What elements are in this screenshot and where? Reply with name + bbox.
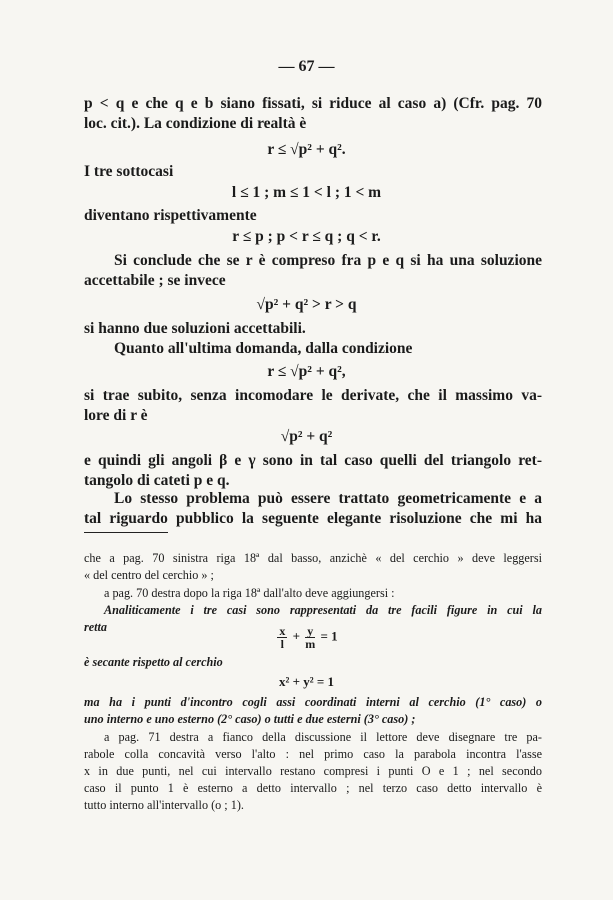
text-line: p < q e che q e b siano fissati, si riduce al caso a) (Cfr. pag. 70 xyxy=(84,95,542,112)
equals-one: = 1 xyxy=(320,628,338,644)
text-line: tangolo di cateti p e q. xyxy=(84,472,230,489)
footnote-line: caso il punto 1 è esterno a detto intervallo ; nel terzo caso detto intervallo è xyxy=(84,781,542,795)
text-line: Si conclude che se r è compreso fra p e q si ha una soluzione xyxy=(114,252,542,269)
footnote-line: a pag. 70 destra dopo la riga 18ª dall'alto deve aggiungersi : xyxy=(104,586,395,600)
formula: l ≤ 1 ; m ≤ 1 < l ; 1 < m xyxy=(231,184,382,201)
text-line: e quindi gli angoli β e γ sono in tal caso quelli del triangolo ret- xyxy=(84,452,542,469)
formula: √p² + q² > r > q xyxy=(256,296,357,313)
text-line: diventano rispettivamente xyxy=(84,207,257,224)
formula: r ≤ p ; p < r ≤ q ; q < r. xyxy=(232,228,381,245)
footnote-line: che a pag. 70 sinistra riga 18ª dal basso, anzichè « del cerchio » deve leggersi xyxy=(84,551,542,565)
text-line: lore di r è xyxy=(84,407,148,424)
page-number: — 67 — xyxy=(278,58,335,75)
formula: r ≤ √p² + q². xyxy=(267,141,346,158)
footnote-line: « del centro del cerchio » ; xyxy=(84,568,214,582)
text-line: loc. cit.). La condizione di realtà è xyxy=(84,115,307,132)
frac-numerator: x xyxy=(279,624,286,638)
footnote-line: tutto interno all'intervallo (o ; 1). xyxy=(84,798,244,812)
footnote-formula-line xyxy=(0,625,613,650)
footnote-line: ma ha i punti d'incontro cogli assi coordinati interni al cerchio (1° caso) o xyxy=(84,695,542,709)
text-line: Quanto all'ultima domanda, dalla condizione xyxy=(114,340,413,357)
text-line: si hanno due soluzioni accettabili. xyxy=(84,320,306,337)
text-line: I tre sottocasi xyxy=(84,163,174,180)
frac-numerator: y xyxy=(307,624,314,638)
text-line: si trae subito, senza incomodare le derivate, che il massimo va- xyxy=(84,387,542,404)
formula: r ≤ √p² + q², xyxy=(267,363,346,380)
plus-sign: + xyxy=(292,628,300,644)
footnote-formula: x² + y² = 1 xyxy=(278,674,335,689)
text-line: Lo stesso problema può essere trattato geometricamente e a xyxy=(114,490,542,507)
text-line: accettabile ; se invece xyxy=(84,272,226,289)
footnote-line: x in due punti, nel cui intervallo restano compresi i punti O e 1 ; nel secondo xyxy=(84,764,542,778)
footnote-line: retta xyxy=(84,620,108,634)
footnote-line: Analiticamente i tre casi sono rappresentati da tre facili figure in cui la xyxy=(104,603,542,617)
frac-denominator: m xyxy=(305,637,316,651)
footnote-line: rabole colla concavità verso l'alto : nel primo caso la parabola incontra l'asse xyxy=(84,747,542,761)
footnote-line: uno interno e uno esterno (2° caso) o tutti e due esterni (3° caso) ; xyxy=(84,712,416,726)
formula: √p² + q² xyxy=(280,428,333,445)
footnote-line: a pag. 71 destra a fianco della discussione il lettore deve disegnare tre pa- xyxy=(104,730,542,744)
footnote-separator xyxy=(84,532,168,533)
text-line: tal riguardo pubblico la seguente elegante risoluzione che mi ha xyxy=(84,510,542,527)
footnote-line: è secante rispetto al cerchio xyxy=(84,655,223,669)
frac-denominator: l xyxy=(280,637,284,651)
